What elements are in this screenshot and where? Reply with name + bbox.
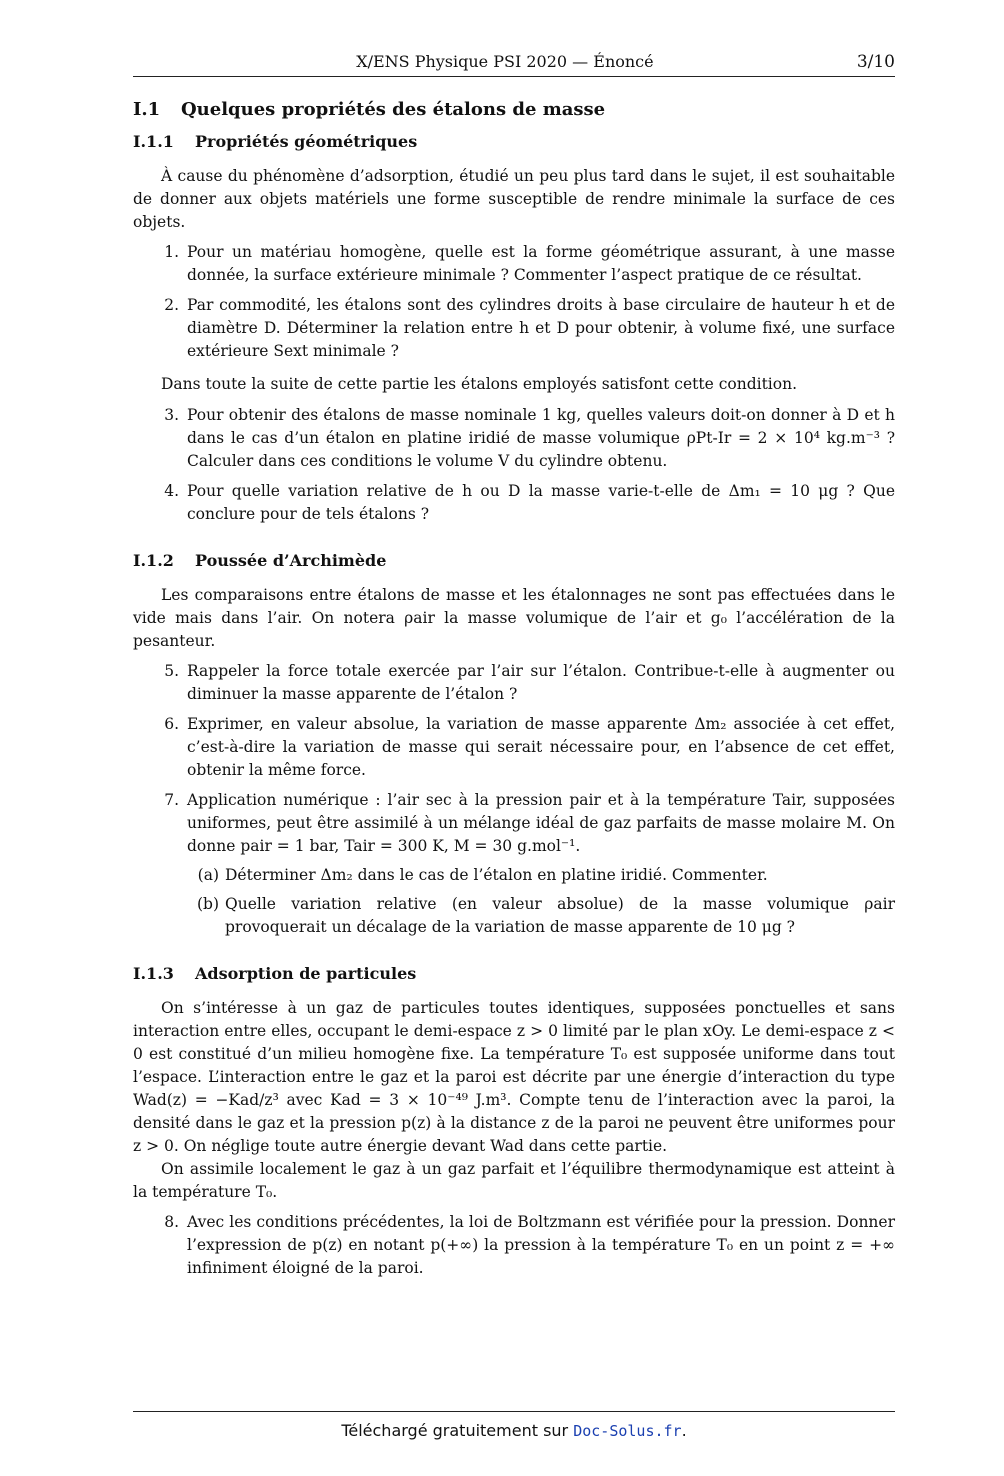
question-number: 5.: [164, 662, 179, 680]
question-text: Par commodité, les étalons sont des cylindres droits à base circulaire de hauteur h et de diamètre D. Déterminer la relation entre h et D pour obtenir, à volume fixé, une surface extérieure Sext minimale ?: [187, 296, 895, 360]
question-4: [133, 480, 895, 526]
section-heading: [133, 99, 895, 120]
subquestion-label: (a): [197, 866, 219, 884]
subsection-heading-3: [133, 964, 895, 983]
question-5: [133, 660, 895, 706]
paragraph: On assimile localement le gaz à un gaz parfait et l’équilibre thermodynamique est atteint à la température T₀.: [133, 1160, 895, 1201]
paragraph: À cause du phénomène d’adsorption, étudié un peu plus tard dans le sujet, il est souhaitable de donner aux objets matériels une forme susceptible de rendre minimale la surface de ces objets.: [133, 167, 895, 231]
question-number: 1.: [164, 243, 179, 261]
question-text: Pour obtenir des étalons de masse nominale 1 kg, quelles valeurs doit-on donner à D et h dans le cas d’un étalon en platine iridié de masse volumique ρPt-Ir = 2 × 10⁴ kg.m⁻³ ? Calculer dans ces conditions le volume V du cylindre obtenu.: [187, 406, 895, 470]
question-number: 3.: [164, 406, 179, 424]
footer-link[interactable]: Doc-Solus.fr: [573, 1422, 682, 1440]
header-title: X/ENS Physique PSI 2020 — Énoncé: [356, 52, 654, 71]
subsection-number: I.1.3: [133, 964, 174, 983]
footer-end: .: [681, 1421, 687, 1440]
question-number: 4.: [164, 482, 179, 500]
question-text: Exprimer, en valeur absolue, la variation de masse apparente Δm₂ associée à cet effet, c’est-à-dire la variation de masse qui serait nécessaire pour, en l’absence de cet effet, obtenir la même force.: [187, 715, 895, 779]
question-text: Application numérique : l’air sec à la pression pair et à la température Tair, supposées uniformes, peut être assimilé à un mélange idéal de gaz parfaits de masse molaire M. On donne pair = 1 bar, Tair = 300 K, M = 30 g.mol⁻¹.: [187, 791, 895, 855]
paragraph: On s’intéresse à un gaz de particules toutes identiques, supposées ponctuelles et sans interaction entre elles, occupant le demi-espace z > 0 limité par le plan xOy. Le demi-espace z < 0 est constitué d’un milieu homogène fixe. La température T₀ est supposée uniforme dans tout l’espace. L’interaction entre le gaz et la paroi est décrite par une énergie d’interaction du type Wad(z) = −Kad/z³ avec Kad = 3 × 10⁻⁴⁹ J.m³. Compte tenu de l’interaction avec la paroi, la densité dans le gaz et la pression p(z) à la distance z de la paroi ne peuvent être uniformes pour z > 0. On néglige toute autre énergie devant Wad dans cette partie.: [133, 999, 895, 1155]
subsection-title: Propriétés géométriques: [195, 132, 418, 151]
paragraph: Dans toute la suite de cette partie les étalons employés satisfont cette condition.: [161, 375, 797, 393]
footer-divider: [133, 1411, 895, 1412]
page-footer: [133, 1421, 895, 1440]
question-text: Pour un matériau homogène, quelle est la forme géométrique assurant, à une masse donnée, la surface extérieure minimale ? Commenter l’aspect pratique de ce résultat.: [187, 243, 895, 284]
page-header: [133, 52, 895, 77]
question-7a: [179, 864, 895, 887]
subsection-heading-1: [133, 132, 895, 151]
question-number: 8.: [164, 1213, 179, 1231]
paragraph: Les comparaisons entre étalons de masse et les étalonnages ne sont pas effectuées dans le vide mais dans l’air. On notera ρair la masse volumique de l’air et g₀ l’accélération de la pesanteur.: [133, 586, 895, 650]
subquestion-text: Quelle variation relative (en valeur absolue) de la masse volumique ρair provoquerait un décalage de la variation de masse apparente de 10 μg ?: [225, 895, 895, 936]
question-text: Rappeler la force totale exercée par l’air sur l’étalon. Contribue-t-elle à augmenter ou diminuer la masse apparente de l’étalon ?: [187, 662, 895, 703]
question-number: 2.: [164, 296, 179, 314]
question-6: [133, 713, 895, 782]
question-text: Pour quelle variation relative de h ou D la masse varie-t-elle de Δm₁ = 10 μg ? Que conclure pour de tels étalons ?: [187, 482, 895, 523]
subsection-number: I.1.1: [133, 132, 174, 151]
section-number: I.1: [133, 99, 161, 120]
page-content: [133, 52, 895, 1280]
question-3: [133, 404, 895, 473]
page-number: 3/10: [856, 52, 895, 72]
question-8: [133, 1211, 895, 1280]
question-1: [133, 241, 895, 287]
section-title: Quelques propriétés des étalons de masse: [181, 99, 606, 120]
subquestion-label: (b): [196, 895, 219, 913]
footer-text: Téléchargé gratuitement sur: [341, 1421, 569, 1440]
subsection-title: Adsorption de particules: [195, 964, 417, 983]
question-2: [133, 294, 895, 363]
subsection-title: Poussée d’Archimède: [195, 551, 387, 570]
subsection-heading-2: [133, 551, 895, 570]
subquestion-text: Déterminer Δm₂ dans le cas de l’étalon en platine iridié. Commenter.: [225, 866, 768, 884]
question-text: Avec les conditions précédentes, la loi de Boltzmann est vérifiée pour la pression. Donner l’expression de p(z) en notant p(+∞) la pression à la température T₀ en un point z = +∞ infiniment éloigné de la paroi.: [187, 1213, 895, 1277]
question-7b: [179, 893, 895, 939]
question-number: 7.: [164, 791, 179, 809]
question-number: 6.: [164, 715, 179, 733]
subsection-number: I.1.2: [133, 551, 174, 570]
question-7: [133, 789, 895, 858]
